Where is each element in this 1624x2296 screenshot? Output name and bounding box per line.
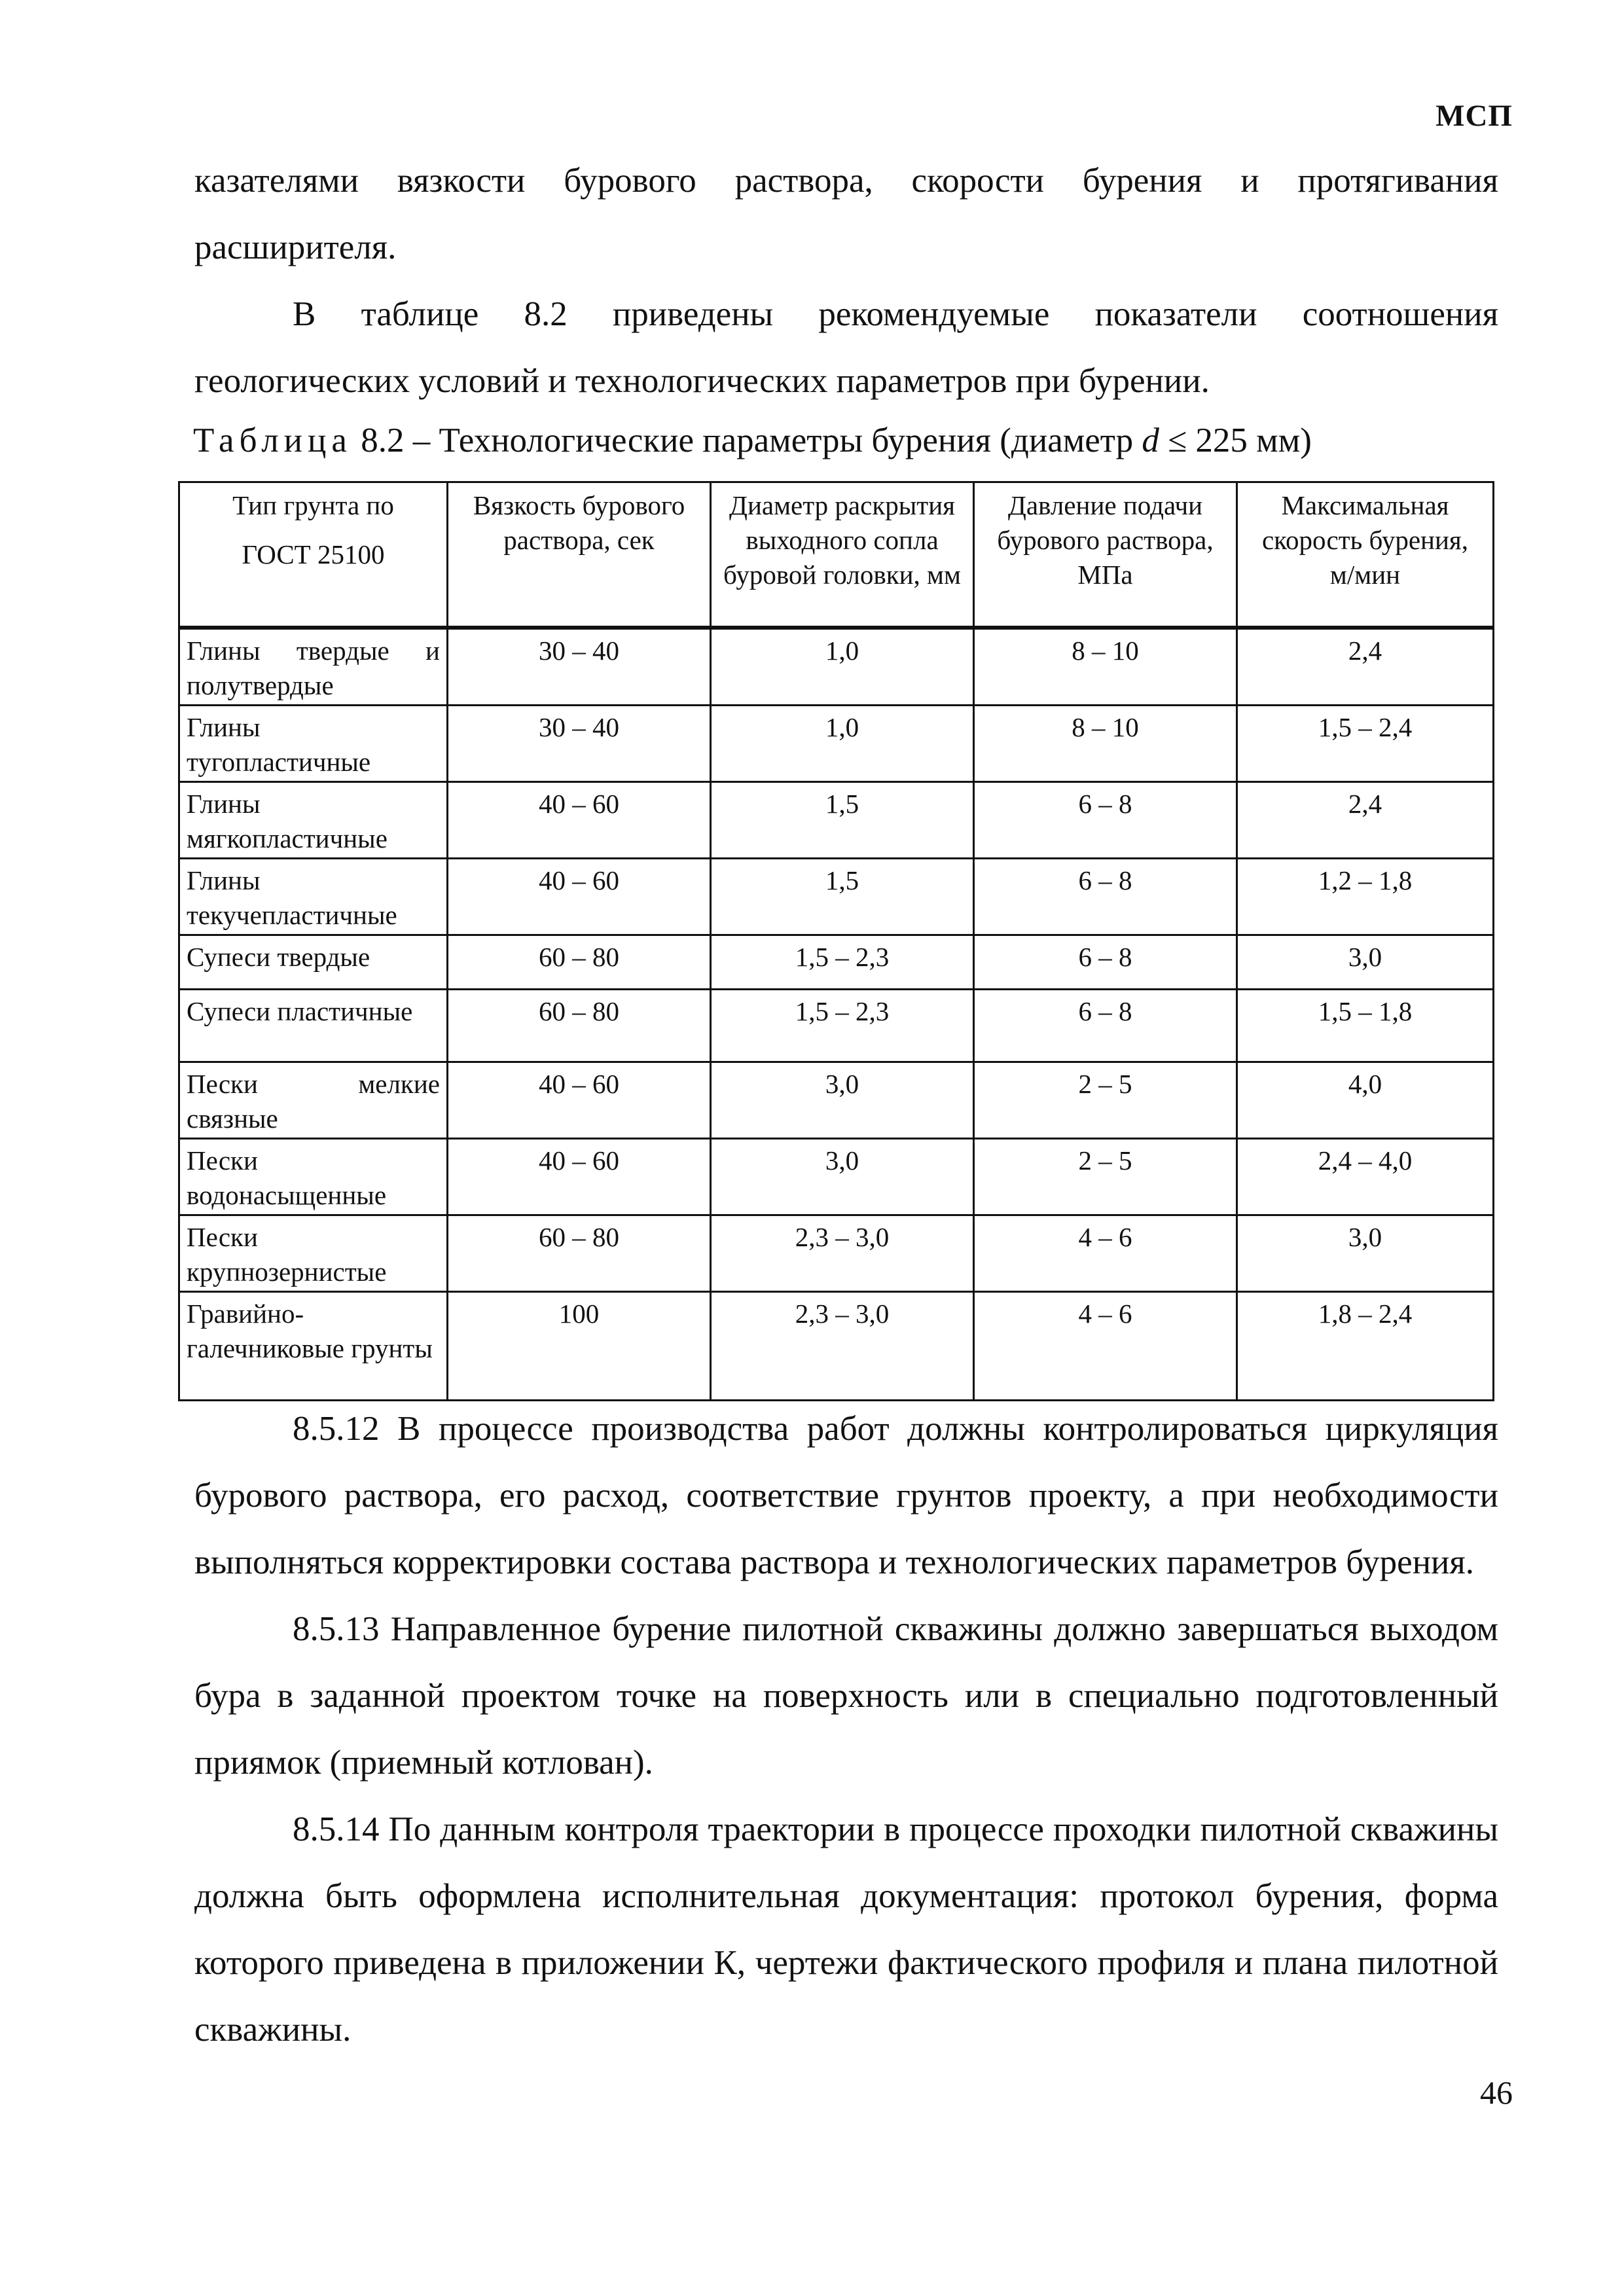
table-row bbox=[179, 1292, 1494, 1401]
cell-nozzle: 1,0 bbox=[711, 706, 974, 782]
table-row bbox=[179, 706, 1494, 782]
cell-viscosity: 60 – 80 bbox=[448, 990, 711, 1062]
cell-viscosity: 60 – 80 bbox=[448, 1215, 711, 1292]
section-8-5-13: 8.5.13 Направленное бурение пилотной скважины должно завершаться выходом бура в заданной проектом точке на поверхность или в специально подготовленный приямок (приемный котлован). bbox=[194, 1610, 1498, 1782]
caption-label: Таблица bbox=[193, 422, 352, 459]
cell-speed: 2,4 bbox=[1237, 628, 1494, 706]
cell-viscosity: 30 – 40 bbox=[448, 628, 711, 706]
header-pressure: Давление подачи бурового раствора, МПа bbox=[974, 482, 1237, 628]
cell-viscosity: 40 – 60 bbox=[448, 859, 711, 935]
cell-nozzle: 2,3 – 3,0 bbox=[711, 1215, 974, 1292]
cell-soil: Гравийно-галечниковые грунты bbox=[179, 1292, 448, 1401]
cell-pressure: 4 – 6 bbox=[974, 1215, 1237, 1292]
table-caption bbox=[193, 411, 1502, 470]
caption-variable: d bbox=[1142, 422, 1159, 459]
cell-speed: 1,5 – 2,4 bbox=[1237, 706, 1494, 782]
cell-nozzle: 1,5 – 2,3 bbox=[711, 935, 974, 990]
cell-pressure: 8 – 10 bbox=[974, 706, 1237, 782]
cell-viscosity: 100 bbox=[448, 1292, 711, 1401]
header-soil-type bbox=[179, 482, 448, 628]
table-row bbox=[179, 1062, 1494, 1139]
cell-nozzle: 1,5 – 2,3 bbox=[711, 990, 974, 1062]
cell-speed: 1,2 – 1,8 bbox=[1237, 859, 1494, 935]
cell-soil: Супеси пластичные bbox=[179, 990, 448, 1062]
cell-viscosity: 40 – 60 bbox=[448, 1062, 711, 1139]
cell-speed: 3,0 bbox=[1237, 935, 1494, 990]
cell-soil: Пески крупнозернистые bbox=[179, 1215, 448, 1292]
table-row bbox=[179, 990, 1494, 1062]
caption-number: 8.2 bbox=[361, 422, 405, 459]
cell-soil: Пески мелкие связные bbox=[179, 1062, 448, 1139]
cell-viscosity: 40 – 60 bbox=[448, 782, 711, 859]
cell-speed: 1,5 – 1,8 bbox=[1237, 990, 1494, 1062]
caption-text: – Технологические параметры бурения (диаметр bbox=[412, 422, 1134, 459]
cell-pressure: 6 – 8 bbox=[974, 859, 1237, 935]
drilling-parameters-table bbox=[178, 481, 1494, 1401]
page-number: 46 bbox=[1480, 2074, 1513, 2111]
cell-pressure: 6 – 8 bbox=[974, 935, 1237, 990]
header-max-speed: Максимальная скорость бурения, м/мин bbox=[1237, 482, 1494, 628]
cell-speed: 3,0 bbox=[1237, 1215, 1494, 1292]
cell-soil: Глины тугопластичные bbox=[179, 706, 448, 782]
cell-speed: 2,4 – 4,0 bbox=[1237, 1139, 1494, 1215]
table-row bbox=[179, 859, 1494, 935]
table-row bbox=[179, 935, 1494, 990]
section-8-5-14: 8.5.14 По данным контроля траектории в процессе проходки пилотной скважины должна быть оформлена исполнительная документация: протокол бурения, форма которого приведена в приложении К, чертежи фактического профиля и плана пилотной скважины. bbox=[194, 1810, 1498, 2049]
table-row bbox=[179, 782, 1494, 859]
cell-viscosity: 60 – 80 bbox=[448, 935, 711, 990]
header-soil-gost: ГОСТ 25100 bbox=[242, 539, 385, 569]
cell-speed: 2,4 bbox=[1237, 782, 1494, 859]
cell-speed: 1,8 – 2,4 bbox=[1237, 1292, 1494, 1401]
header-soil-label: Тип грунта по bbox=[232, 490, 394, 520]
document-code: МСП bbox=[1435, 99, 1513, 133]
intro-paragraph-2: В таблице 8.2 приведены рекомендуемые показатели соотношения геологических условий и технологических параметров при бурении. bbox=[194, 295, 1498, 400]
section-8-5-12: 8.5.12 В процессе производства работ должны контролироваться циркуляция бурового раствора, его расход, соответствие грунтов проекту, а при необходимости выполняться корректировки состава раствора и технологических параметров бурения. bbox=[194, 1410, 1498, 1581]
cell-soil: Пески водонасыщенные bbox=[179, 1139, 448, 1215]
table-header-row bbox=[179, 482, 1494, 628]
cell-soil: Супеси твердые bbox=[179, 935, 448, 990]
cell-soil: Глины текучепластичные bbox=[179, 859, 448, 935]
cell-pressure: 4 – 6 bbox=[974, 1292, 1237, 1401]
cell-pressure: 6 – 8 bbox=[974, 782, 1237, 859]
table-row bbox=[179, 628, 1494, 706]
cell-nozzle: 3,0 bbox=[711, 1139, 974, 1215]
cell-nozzle: 1,5 bbox=[711, 782, 974, 859]
cell-nozzle: 3,0 bbox=[711, 1062, 974, 1139]
cell-pressure: 6 – 8 bbox=[974, 990, 1237, 1062]
table-row bbox=[179, 1215, 1494, 1292]
cell-pressure: 2 – 5 bbox=[974, 1139, 1237, 1215]
intro-text bbox=[194, 147, 1498, 414]
header-viscosity: Вязкость бурового раствора, сек bbox=[448, 482, 711, 628]
intro-paragraph-1: казателями вязкости бурового раствора, скорости бурения и протягивания расширителя. bbox=[194, 162, 1498, 266]
header-nozzle-diameter: Диаметр раскрытия выходного сопла буровой головки, мм bbox=[711, 482, 974, 628]
cell-nozzle: 2,3 – 3,0 bbox=[711, 1292, 974, 1401]
caption-tail: ≤ 225 мм) bbox=[1168, 422, 1312, 459]
cell-soil: Глины твердые и полутвердые bbox=[179, 628, 448, 706]
cell-viscosity: 30 – 40 bbox=[448, 706, 711, 782]
cell-soil: Глины мягкопластичные bbox=[179, 782, 448, 859]
cell-pressure: 8 – 10 bbox=[974, 628, 1237, 706]
sections-text bbox=[194, 1395, 1498, 2063]
cell-speed: 4,0 bbox=[1237, 1062, 1494, 1139]
cell-nozzle: 1,5 bbox=[711, 859, 974, 935]
cell-viscosity: 40 – 60 bbox=[448, 1139, 711, 1215]
table-row bbox=[179, 1139, 1494, 1215]
cell-nozzle: 1,0 bbox=[711, 628, 974, 706]
cell-pressure: 2 – 5 bbox=[974, 1062, 1237, 1139]
